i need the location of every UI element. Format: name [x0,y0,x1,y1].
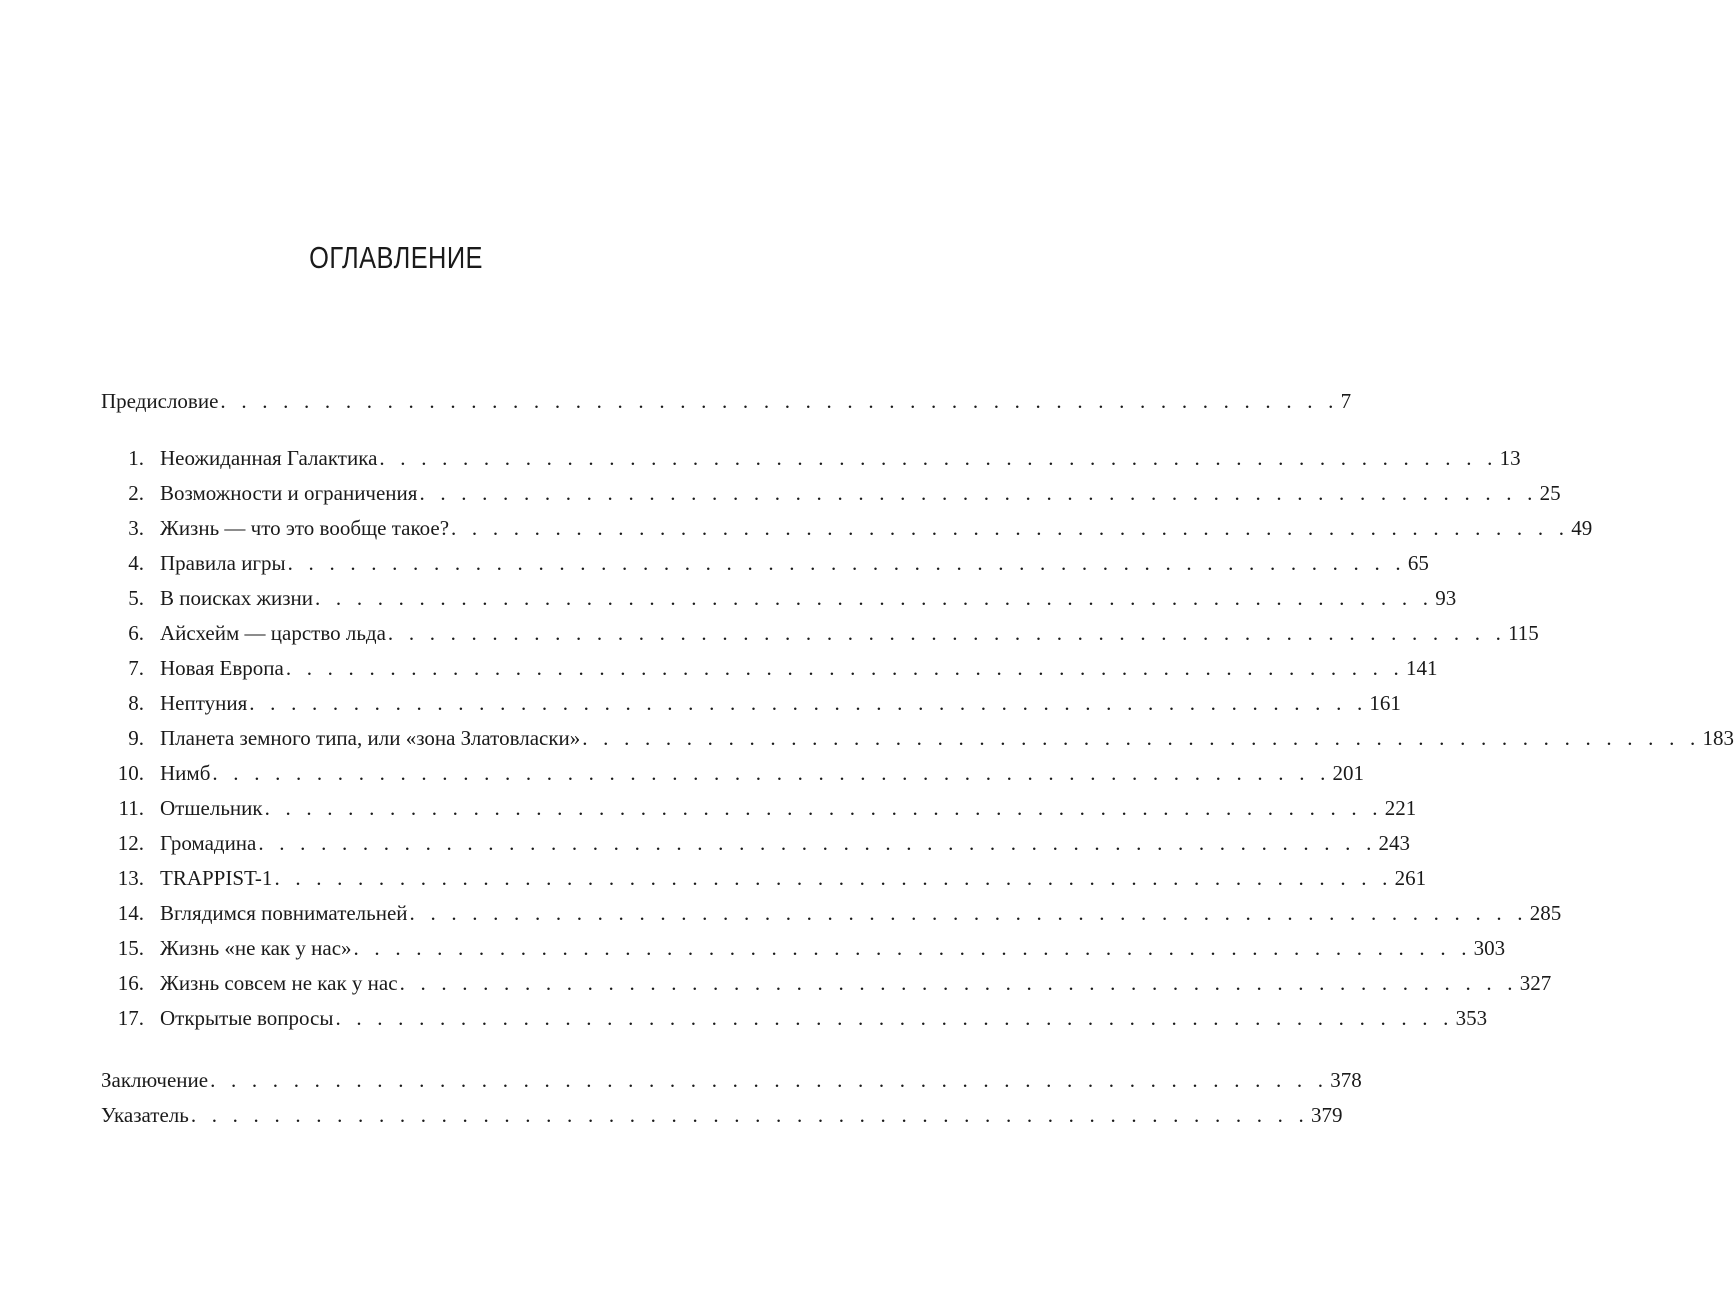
chapter-number: 11. [118,796,144,820]
leader-dots: . . . . . . . . . . . . . . . . . . . . . . . . . . . . . . . . . . . . . . . . . . . . . . . . . . . . . . [379,446,1498,470]
toc-entry-preface[interactable] [101,384,1352,419]
chapter-number: 9. [128,726,144,750]
chapter-page: 243 [1378,831,1411,855]
chapter-title: Айсхейм — царство льда [160,621,386,645]
chapter-title: Открытые вопросы [160,1006,334,1030]
chapter-title: Отшельник [160,796,263,820]
chapter-page: 285 [1529,901,1562,925]
chapter-title: Планета земного типа, или «зона Златовласки» [160,726,581,750]
toc-entry-chapter-9[interactable] [101,721,1734,756]
leader-dots: . . . . . . . . . . . . . . . . . . . . . . . . . . . . . . . . . . . . . . . . . . . . . . . . . . . . . . [220,389,1339,413]
chapter-number: 8. [128,691,144,715]
chapter-title: Нептуния [160,691,248,715]
chapter-number: 1. [128,446,144,470]
toc-entry-label: Указатель [101,1103,189,1127]
chapter-number: 3. [128,516,144,540]
chapter-title: Жизнь — что это вообще такое? [160,516,450,540]
chapter-page: 65 [1407,551,1429,575]
leader-dots: . . . . . . . . . . . . . . . . . . . . . . . . . . . . . . . . . . . . . . . . . . . . . . . . . . . . . . [274,866,1393,890]
page-title: ОГЛАВЛЕНИЕ [309,240,483,275]
leader-dots: . . . . . . . . . . . . . . . . . . . . . . . . . . . . . . . . . . . . . . . . . . . . . . . . . . . . . . [409,901,1528,925]
toc-entry-chapter-8[interactable] [101,686,1401,721]
toc-entry-chapter-10[interactable] [101,756,1365,791]
toc-entry-chapter-3[interactable] [101,511,1593,546]
toc-entry-chapter-7[interactable] [101,651,1438,686]
chapter-title: Правила игры [160,551,286,575]
chapter-page: 183 [1702,726,1734,750]
toc-entry-label: Предисловие [101,389,219,413]
chapter-title: TRAPPIST-1 [160,866,273,890]
toc-entry-chapter-11[interactable] [101,791,1417,826]
chapter-title: В поисках жизни [160,586,314,610]
chapter-number: 13. [117,866,144,890]
toc-front-matter [101,384,1352,419]
leader-dots: . . . . . . . . . . . . . . . . . . . . . . . . . . . . . . . . . . . . . . . . . . . . . . . . . . . . . . [582,726,1701,750]
chapter-number: 12. [117,831,144,855]
chapter-page: 261 [1394,866,1427,890]
leader-dots: . . . . . . . . . . . . . . . . . . . . . . . . . . . . . . . . . . . . . . . . . . . . . . . . . . . . . . [451,516,1570,540]
leader-dots: . . . . . . . . . . . . . . . . . . . . . . . . . . . . . . . . . . . . . . . . . . . . . . . . . . . . . . [212,761,1331,785]
toc-back-matter [101,1063,1362,1133]
leader-dots: . . . . . . . . . . . . . . . . . . . . . . . . . . . . . . . . . . . . . . . . . . . . . . . . . . . . . . [287,551,1406,575]
toc-entry-conclusion[interactable] [101,1063,1362,1098]
toc-entry-index[interactable] [101,1098,1343,1133]
chapter-number: 7. [128,656,144,680]
chapter-title: Громадина [160,831,257,855]
chapter-page: 115 [1508,621,1539,645]
leader-dots: . . . . . . . . . . . . . . . . . . . . . . . . . . . . . . . . . . . . . . . . . . . . . . . . . . . . . . [264,796,1383,820]
toc-entry-page: 378 [1330,1068,1362,1092]
chapter-title: Нимб [160,761,211,785]
chapter-title: Жизнь «не как у нас» [160,936,352,960]
chapter-number: 17. [117,1006,144,1030]
chapter-page: 201 [1332,761,1365,785]
toc-entry-chapter-1[interactable] [101,441,1521,476]
toc-entry-chapter-16[interactable] [101,966,1552,1001]
chapter-page: 221 [1384,796,1417,820]
chapter-number: 4. [128,551,144,575]
leader-dots: . . . . . . . . . . . . . . . . . . . . . . . . . . . . . . . . . . . . . . . . . . . . . . . . . . . . . . [249,691,1368,715]
leader-dots: . . . . . . . . . . . . . . . . . . . . . . . . . . . . . . . . . . . . . . . . . . . . . . . . . . . . . . [285,656,1404,680]
toc-entry-chapter-6[interactable] [101,616,1539,651]
toc-chapters [101,441,1734,1036]
toc-entry-chapter-13[interactable] [101,861,1427,896]
leader-dots: . . . . . . . . . . . . . . . . . . . . . . . . . . . . . . . . . . . . . . . . . . . . . . . . . . . . . . [335,1006,1454,1030]
chapter-number: 6. [128,621,144,645]
toc-entry-page: 7 [1340,389,1352,413]
chapter-page: 13 [1499,446,1521,470]
toc-entry-chapter-5[interactable] [101,581,1457,616]
chapter-title: Возможности и ограничения [160,481,418,505]
chapter-number: 15. [117,936,144,960]
leader-dots: . . . . . . . . . . . . . . . . . . . . . . . . . . . . . . . . . . . . . . . . . . . . . . . . . . . . . . [419,481,1538,505]
chapter-title: Вглядимся повнимательней [160,901,408,925]
chapter-number: 2. [128,481,144,505]
chapter-page: 25 [1539,481,1561,505]
chapter-page: 93 [1435,586,1457,610]
toc-entry-chapter-2[interactable] [101,476,1561,511]
toc-entry-chapter-15[interactable] [101,931,1506,966]
leader-dots: . . . . . . . . . . . . . . . . . . . . . . . . . . . . . . . . . . . . . . . . . . . . . . . . . . . . . . [353,936,1472,960]
chapter-number: 10. [117,761,144,785]
chapter-page: 141 [1406,656,1438,680]
leader-dots: . . . . . . . . . . . . . . . . . . . . . . . . . . . . . . . . . . . . . . . . . . . . . . . . . . . . . . [210,1068,1329,1092]
leader-dots: . . . . . . . . . . . . . . . . . . . . . . . . . . . . . . . . . . . . . . . . . . . . . . . . . . . . . . [399,971,1518,995]
leader-dots: . . . . . . . . . . . . . . . . . . . . . . . . . . . . . . . . . . . . . . . . . . . . . . . . . . . . . . [387,621,1507,645]
chapter-number: 14. [117,901,144,925]
toc-entry-chapter-4[interactable] [101,546,1429,581]
chapter-title: Неожиданная Галактика [160,446,378,470]
chapter-page: 161 [1369,691,1401,715]
chapter-number: 5. [128,586,144,610]
leader-dots: . . . . . . . . . . . . . . . . . . . . . . . . . . . . . . . . . . . . . . . . . . . . . . . . . . . . . . [315,586,1434,610]
leader-dots: . . . . . . . . . . . . . . . . . . . . . . . . . . . . . . . . . . . . . . . . . . . . . . . . . . . . . . [258,831,1377,855]
leader-dots: . . . . . . . . . . . . . . . . . . . . . . . . . . . . . . . . . . . . . . . . . . . . . . . . . . . . . . [190,1103,1310,1127]
chapter-number: 16. [117,971,144,995]
toc-entry-page: 379 [1311,1103,1343,1127]
toc-entry-label: Заключение [101,1068,209,1092]
toc-entry-chapter-14[interactable] [101,896,1562,931]
chapter-page: 303 [1473,936,1506,960]
chapter-title: Жизнь совсем не как у нас [160,971,398,995]
toc-entry-chapter-17[interactable] [101,1001,1488,1036]
chapter-page: 327 [1519,971,1552,995]
toc-entry-chapter-12[interactable] [101,826,1411,861]
chapter-page: 49 [1571,516,1593,540]
chapter-title: Новая Европа [160,656,284,680]
chapter-page: 353 [1455,1006,1488,1030]
